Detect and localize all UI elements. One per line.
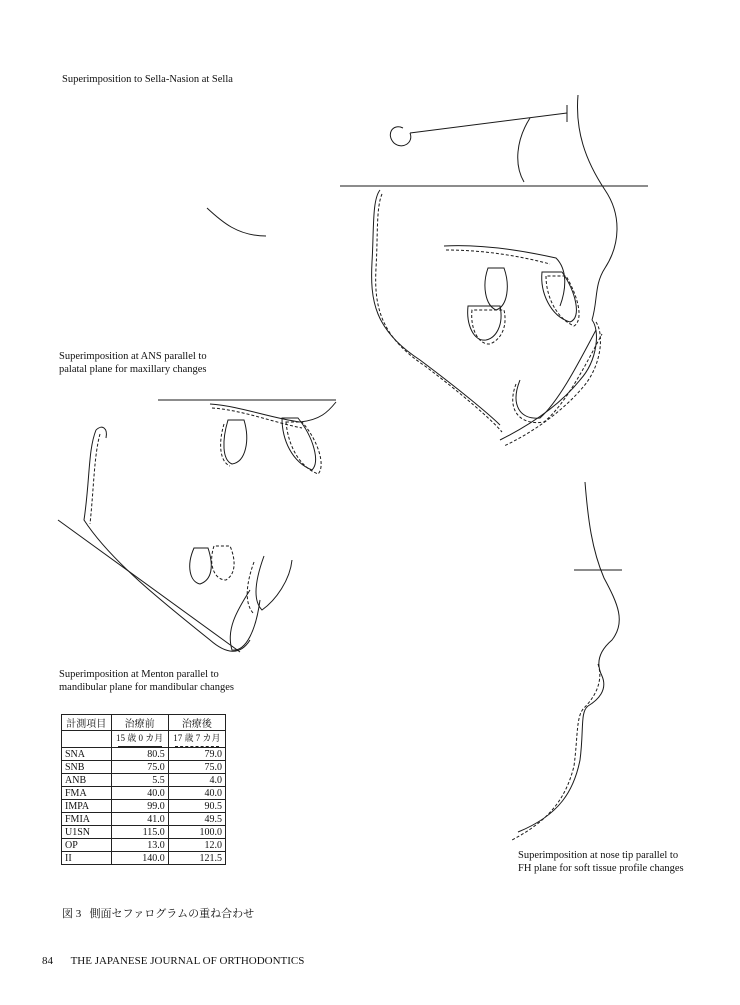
table-row bbox=[62, 800, 226, 813]
ans-upper-incisor-dashed bbox=[286, 422, 321, 474]
cell-item: U1SN bbox=[62, 826, 112, 839]
cell-before: 115.0 bbox=[111, 826, 168, 839]
cell-item: II bbox=[62, 852, 112, 865]
header-item: 計測項目 bbox=[62, 715, 112, 731]
cell-item: OP bbox=[62, 839, 112, 852]
mandible-outline-dashed bbox=[376, 194, 502, 432]
cell-item: FMIA bbox=[62, 813, 112, 826]
menton-symphysis bbox=[230, 590, 260, 650]
tracing-menton bbox=[58, 427, 292, 652]
cell-after: 79.0 bbox=[168, 748, 225, 761]
cell-item: FMA bbox=[62, 787, 112, 800]
header-after: 治療後 bbox=[168, 715, 225, 731]
page-number: 84 bbox=[42, 955, 53, 967]
menton-lower-premolar-dashed bbox=[212, 546, 234, 580]
cell-after: 49.5 bbox=[168, 813, 225, 826]
partial-outline-curve bbox=[207, 208, 266, 236]
figure-caption bbox=[62, 905, 254, 921]
cell-item: IMPA bbox=[62, 800, 112, 813]
table-header-row bbox=[62, 715, 226, 731]
cell-before: 40.0 bbox=[111, 787, 168, 800]
tracing-ans bbox=[158, 400, 336, 474]
sella-turcica bbox=[390, 127, 410, 146]
mandible-outline-solid bbox=[372, 190, 500, 425]
orbit-outline bbox=[518, 118, 530, 182]
table-row bbox=[62, 774, 226, 787]
figure-number: 図 3 bbox=[62, 908, 82, 920]
soft-tissue-profile-solid bbox=[518, 482, 619, 832]
menton-lower-incisor bbox=[256, 556, 292, 610]
table-row bbox=[62, 852, 226, 865]
subheader-empty bbox=[62, 731, 112, 748]
cell-after: 40.0 bbox=[168, 787, 225, 800]
sella-nasion-line bbox=[410, 113, 567, 133]
lower-molar bbox=[468, 306, 501, 340]
soft-tissue-chin bbox=[500, 320, 596, 440]
table-body bbox=[62, 748, 226, 865]
cell-after: 121.5 bbox=[168, 852, 225, 865]
cell-before: 41.0 bbox=[111, 813, 168, 826]
cell-before: 5.5 bbox=[111, 774, 168, 787]
symphysis-dashed bbox=[513, 334, 602, 423]
cell-after: 100.0 bbox=[168, 826, 225, 839]
table-row bbox=[62, 761, 226, 774]
label-nose-line1: Superimposition at nose tip parallel to bbox=[518, 850, 679, 861]
label-menton-line1: Superimposition at Menton parallel to bbox=[59, 669, 219, 680]
palatal-outline-dashed bbox=[446, 250, 550, 264]
tracing-nose-tip bbox=[512, 482, 622, 840]
table-subheader-row bbox=[62, 731, 226, 748]
mandibular-plane-line bbox=[58, 520, 240, 652]
cell-after: 12.0 bbox=[168, 839, 225, 852]
page-footer bbox=[42, 955, 342, 967]
symphysis-solid bbox=[516, 330, 596, 418]
label-sella-nasion-text: Superimposition to Sella-Nasion at Sella bbox=[62, 74, 233, 85]
cell-before: 75.0 bbox=[111, 761, 168, 774]
measurement-table bbox=[61, 714, 226, 865]
cell-item: SNB bbox=[62, 761, 112, 774]
cell-before: 140.0 bbox=[111, 852, 168, 865]
tracing-sella-nasion bbox=[340, 95, 648, 446]
ans-upper-molar bbox=[224, 420, 247, 464]
soft-tissue-profile-top bbox=[577, 95, 617, 320]
subheader-before bbox=[111, 731, 168, 748]
table-row bbox=[62, 748, 226, 761]
cell-after: 75.0 bbox=[168, 761, 225, 774]
cell-before: 99.0 bbox=[111, 800, 168, 813]
palatal-outline bbox=[444, 246, 565, 306]
menton-lower-incisor-dashed bbox=[247, 562, 254, 614]
condyle-outline bbox=[96, 427, 106, 438]
cell-item: SNA bbox=[62, 748, 112, 761]
menton-lower-molar bbox=[190, 548, 212, 584]
cell-item: ANB bbox=[62, 774, 112, 787]
header-before: 治療前 bbox=[111, 715, 168, 731]
palate-solid bbox=[210, 402, 336, 422]
table-row bbox=[62, 839, 226, 852]
subheader-after bbox=[168, 731, 225, 748]
label-nose-line2: FH plane for soft tissue profile changes bbox=[518, 863, 684, 874]
journal-title: THE JAPANESE JOURNAL OF ORTHODONTICS bbox=[70, 955, 305, 967]
soft-tissue-profile-dashed bbox=[512, 664, 600, 840]
table-row bbox=[62, 826, 226, 839]
menton-mandible-solid bbox=[84, 430, 250, 651]
subheader-after-age: 17 歳 7 カ月 bbox=[173, 733, 221, 743]
cell-after: 90.5 bbox=[168, 800, 225, 813]
cell-before: 13.0 bbox=[111, 839, 168, 852]
label-ans-line1: Superimposition at ANS parallel to bbox=[59, 351, 207, 362]
label-ans-line2: palatal plane for maxillary changes bbox=[59, 364, 207, 375]
upper-molar bbox=[485, 268, 507, 310]
label-menton-line2: mandibular plane for mandibular changes bbox=[59, 682, 234, 693]
figure-caption-text: 側面セファログラムの重ね合わせ bbox=[89, 908, 255, 920]
cell-before: 80.5 bbox=[111, 748, 168, 761]
table-row bbox=[62, 787, 226, 800]
cell-after: 4.0 bbox=[168, 774, 225, 787]
subheader-before-age: 15 歳 0 カ月 bbox=[116, 733, 164, 743]
table-row bbox=[62, 813, 226, 826]
ans-upper-incisor bbox=[282, 418, 316, 470]
